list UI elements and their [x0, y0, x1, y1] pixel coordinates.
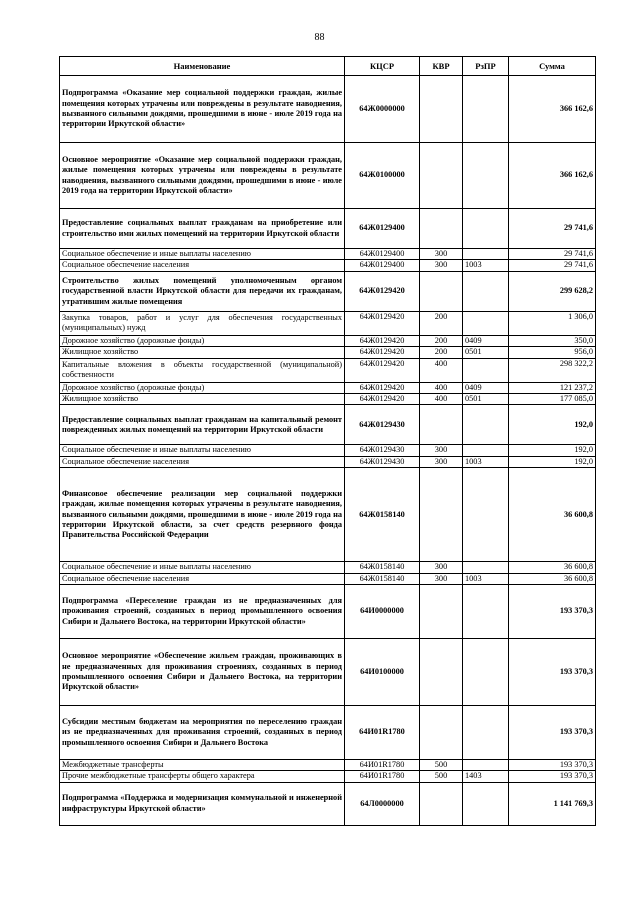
- cell-name: Дорожное хозяйство (дорожные фонды): [60, 382, 345, 393]
- cell-kcsr: 64Ж0158140: [345, 468, 420, 562]
- cell-rzpr: [463, 639, 509, 706]
- budget-table: [59, 56, 596, 826]
- cell-rzpr: [463, 562, 509, 573]
- cell-kvr: [420, 782, 463, 825]
- cell-kcsr: 64Ж0129420: [345, 358, 420, 382]
- cell-sum: 299 628,2: [509, 271, 596, 311]
- cell-name: Предоставление социальных выплат гражданам на приобретение или строительство ими жилых помещений на территории Иркутской области: [60, 209, 345, 249]
- cell-kcsr: 64Ж0129420: [345, 394, 420, 405]
- table-header: [60, 57, 596, 76]
- table-row: [60, 562, 596, 573]
- table-row: [60, 706, 596, 760]
- cell-name: Социальное обеспечение и иные выплаты населению: [60, 562, 345, 573]
- cell-kcsr: 64И01R1780: [345, 706, 420, 760]
- table-row: [60, 311, 596, 335]
- cell-rzpr: 1003: [463, 260, 509, 271]
- cell-kvr: [420, 209, 463, 249]
- table-row: [60, 405, 596, 445]
- table-row: [60, 335, 596, 346]
- cell-kvr: [420, 585, 463, 639]
- cell-kvr: 400: [420, 358, 463, 382]
- cell-rzpr: 0409: [463, 382, 509, 393]
- cell-sum: 956,0: [509, 347, 596, 358]
- table-row: [60, 639, 596, 706]
- cell-name: Прочие межбюджетные трансферты общего характера: [60, 771, 345, 782]
- table-row: [60, 456, 596, 467]
- cell-kcsr: 64Ж0129420: [345, 311, 420, 335]
- cell-name: Подпрограмма «Поддержка и модернизация коммунальной и инженерной инфраструктуры Иркутской области»: [60, 782, 345, 825]
- cell-name: Социальное обеспечение и иные выплаты населению: [60, 249, 345, 260]
- table-row: [60, 760, 596, 771]
- table-row: [60, 358, 596, 382]
- cell-sum: 1 141 769,3: [509, 782, 596, 825]
- cell-kcsr: 64Ж0129430: [345, 445, 420, 456]
- page-number: 88: [314, 32, 325, 43]
- cell-sum: 29 741,6: [509, 209, 596, 249]
- cell-name: Подпрограмма «Переселение граждан из не предназначенных для проживания строений, созданных в период промышленного освоения Сибири и Дальнего Востока, на территории Иркутской области»: [60, 585, 345, 639]
- cell-kvr: 200: [420, 347, 463, 358]
- cell-rzpr: [463, 358, 509, 382]
- cell-sum: 192,0: [509, 456, 596, 467]
- cell-kcsr: 64Ж0129400: [345, 209, 420, 249]
- cell-sum: 350,0: [509, 335, 596, 346]
- cell-sum: 193 370,3: [509, 639, 596, 706]
- table-row: [60, 249, 596, 260]
- table-row: [60, 468, 596, 562]
- cell-name: Строительство жилых помещений уполномоченным органом государственной власти Иркутской области для передачи их гражданам, утратившим жилые помещения: [60, 271, 345, 311]
- cell-name: Социальное обеспечение населения: [60, 260, 345, 271]
- cell-name: Дорожное хозяйство (дорожные фонды): [60, 335, 345, 346]
- cell-kvr: [420, 639, 463, 706]
- table-body: [60, 76, 596, 826]
- cell-sum: 121 237,2: [509, 382, 596, 393]
- table-row: [60, 347, 596, 358]
- header-rzpr: РзПР: [463, 57, 509, 76]
- cell-kvr: 200: [420, 335, 463, 346]
- table-row: [60, 394, 596, 405]
- cell-name: Предоставление социальных выплат гражданам на капитальный ремонт поврежденных жилых помещений на территории Иркутской области: [60, 405, 345, 445]
- header-name: Наименование: [60, 57, 345, 76]
- cell-rzpr: [463, 209, 509, 249]
- cell-sum: 193 370,3: [509, 706, 596, 760]
- cell-sum: 36 600,8: [509, 468, 596, 562]
- cell-sum: 193 370,3: [509, 760, 596, 771]
- cell-name: Основное мероприятие «Оказание мер социальной поддержки граждан, жилые помещения которых утрачены или повреждены в результате наводнения, вызванного сильными дождями, прошедшими в июне - июле 2019 года на территории Иркутской области»: [60, 143, 345, 209]
- cell-name: Жилищное хозяйство: [60, 347, 345, 358]
- cell-kcsr: 64Ж0158140: [345, 562, 420, 573]
- cell-rzpr: [463, 143, 509, 209]
- table-row: [60, 382, 596, 393]
- cell-kvr: 400: [420, 382, 463, 393]
- cell-kcsr: 64Ж0129430: [345, 456, 420, 467]
- cell-kcsr: 64И0000000: [345, 585, 420, 639]
- table-row: [60, 143, 596, 209]
- cell-name: Жилищное хозяйство: [60, 394, 345, 405]
- cell-sum: 192,0: [509, 445, 596, 456]
- cell-rzpr: [463, 445, 509, 456]
- cell-name: Социальное обеспечение населения: [60, 456, 345, 467]
- cell-name: Закупка товаров, работ и услуг для обеспечения государственных (муниципальных) нужд: [60, 311, 345, 335]
- cell-kcsr: 64Л0000000: [345, 782, 420, 825]
- cell-kvr: 300: [420, 573, 463, 584]
- table-row: [60, 585, 596, 639]
- cell-kvr: 300: [420, 562, 463, 573]
- cell-kcsr: 64Ж0000000: [345, 76, 420, 143]
- cell-sum: 366 162,6: [509, 76, 596, 143]
- table-row: [60, 445, 596, 456]
- cell-kvr: 300: [420, 249, 463, 260]
- cell-name: Субсидии местным бюджетам на мероприятия по переселению граждан из не предназначенных для проживания строений, созданных в период промышленного освоения Сибири и Дальнего Востока: [60, 706, 345, 760]
- header-kcsr: КЦСР: [345, 57, 420, 76]
- cell-sum: 29 741,6: [509, 260, 596, 271]
- cell-rzpr: [463, 585, 509, 639]
- table-row: [60, 573, 596, 584]
- cell-kcsr: 64Ж0129400: [345, 260, 420, 271]
- table-row: [60, 76, 596, 143]
- table-row: [60, 782, 596, 825]
- cell-name: Социальное обеспечение и иные выплаты населению: [60, 445, 345, 456]
- cell-kcsr: 64Ж0129420: [345, 271, 420, 311]
- cell-rzpr: [463, 405, 509, 445]
- cell-rzpr: [463, 76, 509, 143]
- cell-rzpr: 0501: [463, 394, 509, 405]
- cell-kvr: [420, 706, 463, 760]
- cell-sum: 177 085,0: [509, 394, 596, 405]
- cell-kvr: 300: [420, 445, 463, 456]
- cell-rzpr: 0409: [463, 335, 509, 346]
- cell-rzpr: [463, 706, 509, 760]
- cell-kcsr: 64Ж0100000: [345, 143, 420, 209]
- table-row: [60, 209, 596, 249]
- cell-name: Финансовое обеспечение реализации мер социальной поддержки граждан, жилые помещения которых утрачены в результате наводнения, вызванного сильными дождями, прошедшими в июне - июле 2019 года на территории Иркутской области, за счет средств резервного фонда Правительства Российской Федерации: [60, 468, 345, 562]
- cell-rzpr: 0501: [463, 347, 509, 358]
- cell-name: Социальное обеспечение населения: [60, 573, 345, 584]
- table-row: [60, 771, 596, 782]
- cell-kvr: 500: [420, 771, 463, 782]
- cell-kvr: [420, 76, 463, 143]
- cell-name: Подпрограмма «Оказание мер социальной поддержки граждан, жилые помещения которых утрачены или повреждены в результате наводнения, вызванного сильными дождями, прошедшими в июне - июле 2019 года на территории Иркутской области»: [60, 76, 345, 143]
- cell-rzpr: [463, 468, 509, 562]
- cell-name: Основное мероприятие «Обеспечение жильем граждан, проживающих в не предназначенных для проживания строениях, созданных в период промышленного освоения Сибири и Дальнего Востока, на территории Иркутской области»: [60, 639, 345, 706]
- cell-kcsr: 64И01R1780: [345, 760, 420, 771]
- cell-sum: 36 600,8: [509, 573, 596, 584]
- cell-kvr: 200: [420, 311, 463, 335]
- cell-kvr: 400: [420, 394, 463, 405]
- cell-kvr: [420, 271, 463, 311]
- cell-rzpr: 1403: [463, 771, 509, 782]
- cell-kcsr: 64Ж0129420: [345, 335, 420, 346]
- cell-sum: 29 741,6: [509, 249, 596, 260]
- cell-rzpr: [463, 271, 509, 311]
- cell-sum: 193 370,3: [509, 585, 596, 639]
- cell-kvr: [420, 143, 463, 209]
- cell-kcsr: 64Ж0158140: [345, 573, 420, 584]
- cell-kcsr: 64Ж0129420: [345, 382, 420, 393]
- cell-rzpr: [463, 249, 509, 260]
- cell-kvr: 300: [420, 456, 463, 467]
- table-row: [60, 271, 596, 311]
- cell-kvr: 300: [420, 260, 463, 271]
- cell-sum: 193 370,3: [509, 771, 596, 782]
- cell-rzpr: [463, 311, 509, 335]
- cell-kvr: [420, 468, 463, 562]
- header-sum: Сумма: [509, 57, 596, 76]
- header-row: [60, 57, 596, 76]
- cell-kcsr: 64И01R1780: [345, 771, 420, 782]
- cell-sum: 192,0: [509, 405, 596, 445]
- cell-kvr: [420, 405, 463, 445]
- cell-sum: 298 322,2: [509, 358, 596, 382]
- cell-kcsr: 64Ж0129420: [345, 347, 420, 358]
- cell-kcsr: 64И0100000: [345, 639, 420, 706]
- cell-rzpr: [463, 760, 509, 771]
- cell-rzpr: 1003: [463, 573, 509, 584]
- cell-name: Капитальные вложения в объекты государственной (муниципальной) собственности: [60, 358, 345, 382]
- cell-rzpr: 1003: [463, 456, 509, 467]
- cell-kvr: 500: [420, 760, 463, 771]
- cell-sum: 1 306,0: [509, 311, 596, 335]
- header-kvr: КВР: [420, 57, 463, 76]
- table-row: [60, 260, 596, 271]
- cell-sum: 366 162,6: [509, 143, 596, 209]
- cell-rzpr: [463, 782, 509, 825]
- cell-kcsr: 64Ж0129400: [345, 249, 420, 260]
- cell-sum: 36 600,8: [509, 562, 596, 573]
- cell-kcsr: 64Ж0129430: [345, 405, 420, 445]
- cell-name: Межбюджетные трансферты: [60, 760, 345, 771]
